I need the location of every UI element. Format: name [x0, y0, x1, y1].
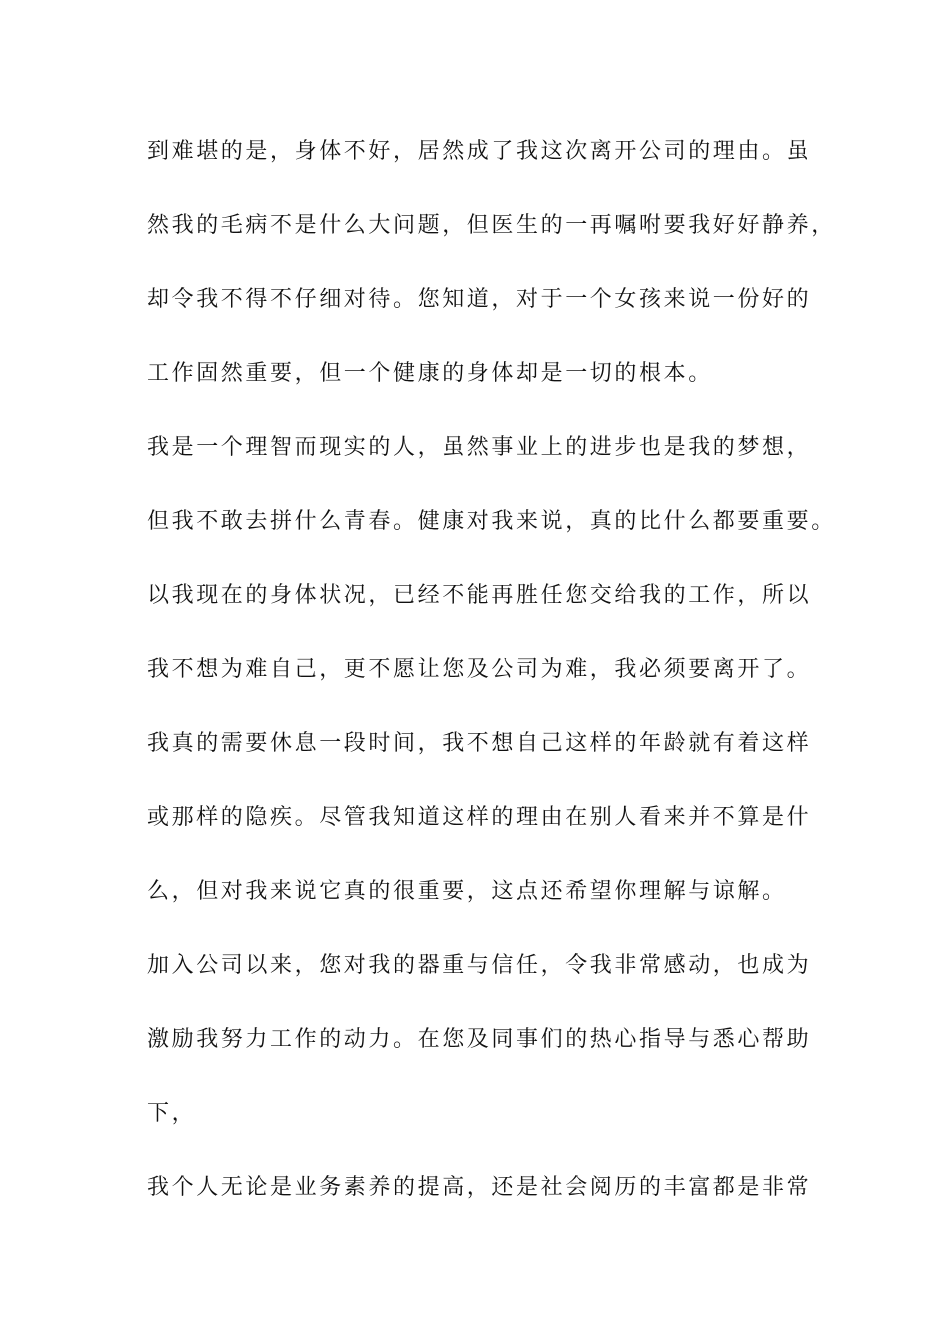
text-line: 我不想为难自己，更不愿让您及公司为难，我必须要离开了。: [147, 657, 812, 682]
text-line: 以我现在的身体状况，已经不能再胜任您交给我的工作，所以: [147, 583, 812, 608]
text-line: 么，但对我来说它真的很重要，这点还希望你理解与谅解。: [147, 879, 787, 904]
text-line: 或那样的隐疾。尽管我知道这样的理由在别人看来并不算是什: [147, 805, 812, 830]
text-line: 我个人无论是业务素养的提高，还是社会阅历的丰富都是非常: [147, 1175, 812, 1200]
text-line: 我是一个理智而现实的人，虽然事业上的进步也是我的梦想，: [147, 435, 812, 460]
text-line: 激励我努力工作的动力。在您及同事们的热心指导与悉心帮助: [147, 1027, 812, 1052]
document-body: [147, 130, 847, 1240]
text-line: 然我的毛病不是什么大问题，但医生的一再嘱咐要我好好静养，: [147, 213, 836, 238]
text-line: 却令我不得不仔细对待。您知道，对于一个女孩来说一份好的: [147, 287, 812, 312]
text-line: 加入公司以来，您对我的器重与信任，令我非常感动，也成为: [147, 953, 812, 978]
text-line: 工作固然重要，但一个健康的身体却是一切的根本。: [147, 361, 713, 386]
text-line: 下，: [147, 1101, 197, 1126]
text-line: 但我不敢去拼什么青春。健康对我来说，真的比什么都要重要。: [147, 509, 836, 534]
text-line: 我真的需要休息一段时间，我不想自己这样的年龄就有着这样: [147, 731, 812, 756]
text-line: 到难堪的是，身体不好，居然成了我这次离开公司的理由。虽: [147, 139, 812, 164]
